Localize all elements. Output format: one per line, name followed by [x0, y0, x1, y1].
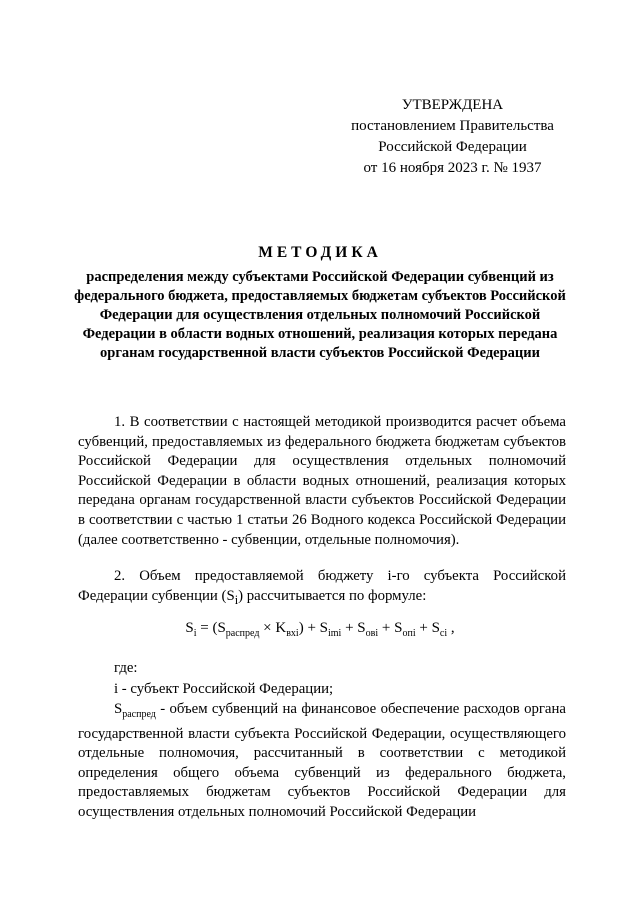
- definition-s-text: - объем субвенций на финансовое обеспечение расходов органа государственной власти субъекта Российской Федерации, осуществляющего отдельные полномочия, рассчитанный в соответствии с методикой определения общего объема субвенций из федерального бюджета, предоставляемых бюджетам субъектов Российской Федерации для осуществления отдельных полномочий Российской Федерации: [78, 701, 566, 820]
- approval-line-date: от 16 ноября 2023 г. № 1937: [363, 160, 542, 176]
- paragraph-2-text: [78, 567, 566, 610]
- where-label: где:: [114, 660, 138, 676]
- paragraph-2-pre: 2. Объем предоставляемой бюджету i-го субъекта Российской Федерации субвенции (S: [78, 568, 566, 604]
- formula-end: ,: [447, 620, 455, 636]
- formula-sub-imi: imi: [328, 628, 342, 639]
- approval-line-approved: УТВЕРЖДЕНА: [401, 97, 504, 113]
- formula-sub-raspred: распред: [225, 628, 260, 639]
- paragraph-1-text: 1. В соответствии с настоящей методикой производится расчет объема субвенций, предоставляемых из федерального бюджета бюджетам субъектов Российской Федерации для осуществления отдельных полномочий Российской Федерации в области водных отношений, реализация которых передана органам государственной власти субъектов Российской Федерации в соответствии с частью 1 статьи 26 Водного кодекса Российской Федерации (далее соответственно - субвенции, отдельные полномочия).: [78, 414, 566, 548]
- formula-s: S: [185, 620, 194, 636]
- formula-sub-vxi: вхi: [286, 628, 299, 639]
- formula-times: × K: [259, 620, 287, 636]
- formula-plus1: ) + S: [298, 620, 328, 636]
- formula-plus3: + S: [378, 620, 403, 636]
- definition-s-symbol: S: [114, 701, 123, 717]
- formula-plus2: + S: [341, 620, 366, 636]
- approval-stamp: [330, 95, 575, 179]
- paragraph-2: [78, 567, 566, 610]
- formula-eq: = (S: [196, 620, 226, 636]
- definition-i: i - субъект Российской Федерации;: [114, 681, 334, 697]
- paragraph-1: [78, 413, 566, 550]
- formula-sub-ovi: овi: [365, 628, 379, 639]
- definition-s-raspred: [78, 700, 566, 823]
- paragraph-2-post: ) рассчитывается по формуле:: [238, 587, 427, 604]
- approval-line-government: Российской Федерации: [378, 139, 527, 155]
- formula-sub-ci: ci: [439, 628, 448, 639]
- formula-plus4: + S: [415, 620, 440, 636]
- document-title: МЕТОДИКА: [258, 244, 382, 261]
- document-subtitle: распределения между субъектами Российской Федерации субвенций из федерального бюджета, предоставляемых бюджетам субъектов Российской Федерации для осуществления отдельных полномочий Российской Федерации в области водных отношений, реализация которых передана органам государственной власти субъектов Российской Федерации: [74, 269, 566, 361]
- approval-line-decree: постановлением Правительства: [351, 118, 554, 134]
- definition-s-raspred-text: [78, 700, 566, 823]
- formula-sub-i: i: [193, 628, 197, 639]
- formula-sub-opi: опi: [402, 628, 416, 639]
- paragraph-2-sub: i: [234, 592, 239, 607]
- definition-s-subscript: распред: [122, 708, 156, 720]
- formula: [0, 620, 640, 639]
